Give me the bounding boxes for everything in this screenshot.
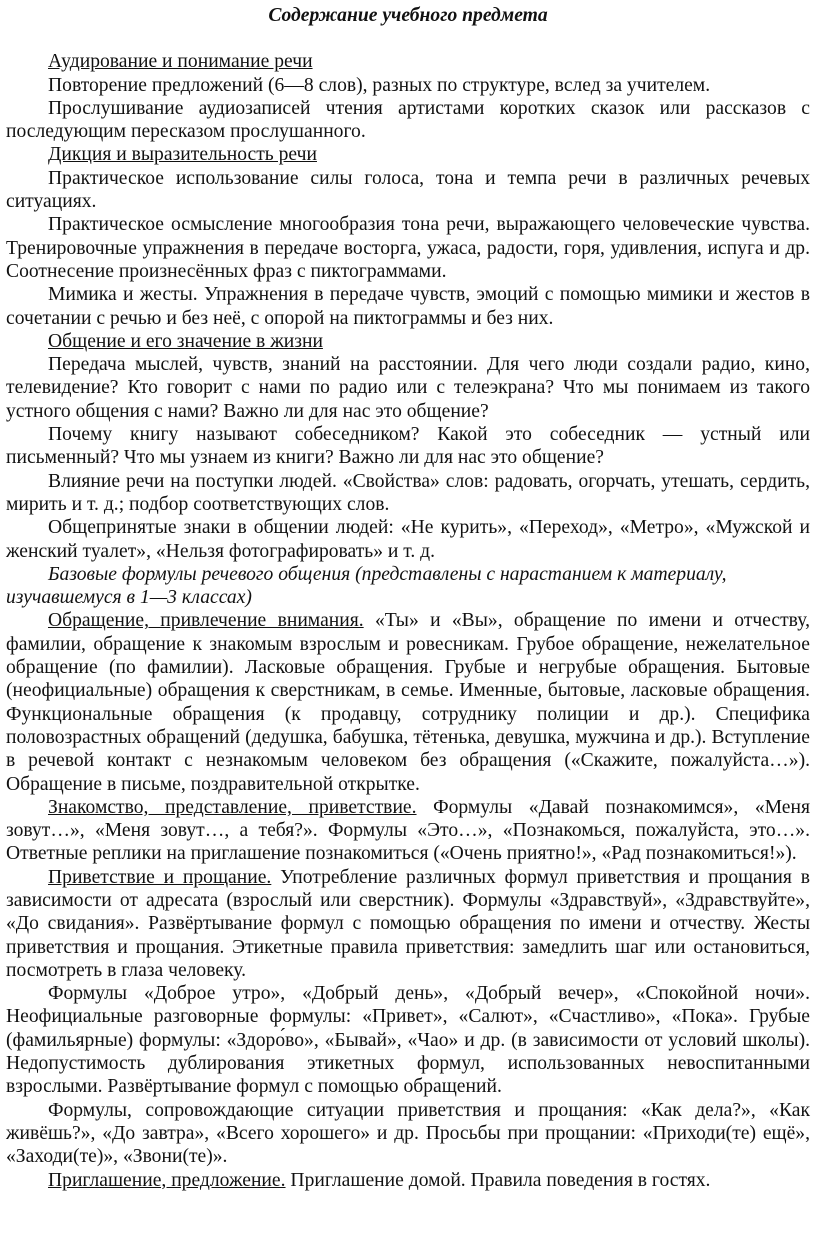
paragraph [6,50,810,73]
paragraph-text: Почему книгу называют собеседником? Какой это собеседник — устный или письменный? Что мы узнаем из книги? Важно ли для нас это общение? [6,424,810,469]
paragraph [6,283,810,330]
paragraph-text: Мимика и жесты. Упражнения в передаче чувств, эмоций с помощью мимики и жестов в сочетании с речью и без неё, с опорой на пиктограммы и без них. [6,284,810,329]
section-heading: Обращение, привлечение внимания. [48,610,364,632]
paragraph-text: Общепринятые знаки в общении людей: «Не курить», «Переход», «Метро», «Мужской и женский туалет», «Нельзя фотографировать» и т. д. [6,517,810,562]
paragraph [6,982,810,1098]
paragraph-italic [6,563,810,610]
section-heading: Приветствие и прощание. [48,866,272,888]
paragraph [6,143,810,166]
paragraph [6,353,810,423]
section-heading: Приглашение, предложение. [48,1169,286,1191]
page-title: Содержание учебного предмета [268,5,548,26]
paragraph-text: Прослушивание аудиозаписей чтения артистами коротких сказок или рассказов с последующим пересказом прослушанного. [6,97,810,143]
paragraph [6,609,810,795]
paragraph-text: Практическое использование силы голоса, тона и темпа речи в различных речевых ситуациях. [6,167,810,213]
paragraph-text: Повторение предложений (6—8 слов), разных по структуре, вслед за учителем. [48,74,711,96]
section-heading: Общение и его значение в жизни [48,330,323,352]
paragraph [6,167,810,214]
paragraph [6,1099,810,1169]
paragraph-text: Формулы «Доброе утро», «Добрый день», «Добрый вечер», «Спокойной ночи». Неофициальные разговорные формулы: «Привет», «Салют», «Счастливо», «Пока». Грубые (фамильярные) формулы: «Здоро́во», «Бывай», «Чао» и др. (в зависимости от условий школы). Недопустимость дублирования этикетных формул, использованных невоспитанными взрослыми. Развёртывание формул с помощью обращений. [6,983,810,1098]
section-heading: Аудирование и понимание речи [48,51,313,73]
paragraph [6,516,810,563]
paragraph [6,74,810,97]
paragraph-text: Практическое осмысление многообразия тона речи, выражающего человеческие чувства. Тренировочные упражнения в передаче восторга, ужаса, радости, горя, удивления, испуга и др. Соотнесение произнесённых фраз с пиктограммами. [6,214,810,282]
section-heading: Знакомство, представление, приветствие. [48,796,417,818]
paragraph-text: «Ты» и «Вы», обращение по имени и отчеству, фамилии, обращение к знакомым взрослым и ровесникам. Грубое обращение, нежелательное обращение (по фамилии). Ласковые обращения. Грубые и негрубые обращения. Бытовые (неофициальные) обращения к сверстникам, в семье. Именные, бытовые, ласковые обращения. Функциональные обращения (к продавцу, сотруднику полиции и др.). Специфика половозрастных обращений (дедушка, бабушка, тётенька, девушка, мужчина и др.). Вступление в речевой контакт с незнакомым человеком без обращения («Скажите, пожалуйста…»). Обращение в письме, поздравительной открытке. [6,610,810,795]
paragraph-text: Передача мыслей, чувств, знаний на расстоянии. Для чего люди создали радио, кино, телевидение? Кто говорит с нами по радио или с телеэкрана? Что мы понимаем из такого устного общения с нами? Важно ли для нас это общение? [6,354,810,422]
section-heading: Дикция и выразительность речи [48,144,317,166]
paragraph [6,97,810,144]
paragraph [6,330,810,353]
paragraph [6,1169,810,1192]
paragraph [6,470,810,517]
paragraph-text: Приглашение домой. Правила поведения в гостях. [285,1169,711,1191]
paragraph [6,213,810,283]
paragraph [6,796,810,866]
paragraph-text: Базовые формулы речевого общения (представлены с нарастанием к материалу, изучавшемуся в 1—3 классах) [6,563,727,609]
paragraph-text: Формулы, сопровождающие ситуации приветствия и прощания: «Как дела?», «Как живёшь?», «До завтра», «Всего хорошего» и др. Просьбы при прощании: «Приходи(те) ещё», «Заходи(те)», «Звони(те)». [6,1099,810,1168]
paragraph [6,866,810,982]
paragraph-text: Влияние речи на поступки людей. «Свойства» слов: радовать, огорчать, утешать, сердить, мирить и т. д.; подбор соответствующих слов. [6,470,810,515]
paragraph [6,423,810,470]
paragraph-text: Формулы «Давай познакомимся», «Меня зовут…», «Меня зовут…, а тебя?». Формулы «Это…», «Познакомься, пожалуйста, это…». Ответные реплики на приглашение познакомиться («Очень приятно!», «Рад познакомиться!»). [6,796,810,865]
paragraph-text: Употребление различных формул приветствия и прощания в зависимости от адресата (взрослый или сверстник). Формулы «Здравствуй», «Здравствуйте», «До свидания». Развёртывание формул с помощью обращения по имени и отчеству. Жесты приветствия и прощания. Этикетные правила приветствия: замедлить шаг или остановиться, посмотреть в глаза человеку. [6,866,810,981]
